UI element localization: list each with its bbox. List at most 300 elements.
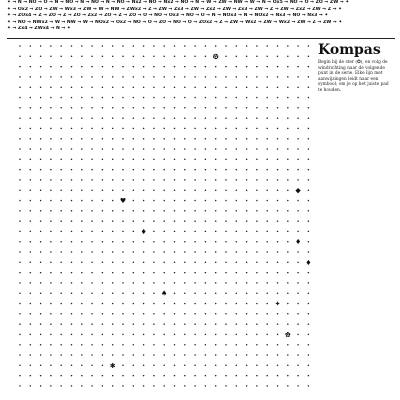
- grid-dot: [277, 365, 279, 367]
- grid-dot: [205, 56, 207, 58]
- grid-dot: [277, 66, 279, 68]
- grid-dot: [153, 66, 155, 68]
- grid-dot: [297, 159, 299, 161]
- grid-dot: [194, 200, 196, 202]
- grid-dot: [122, 241, 124, 243]
- grid-dot: [184, 179, 186, 181]
- grid-dot: [91, 107, 93, 109]
- grid-dot: [40, 200, 42, 202]
- grid-dot: [71, 313, 73, 315]
- grid-dot: [225, 344, 227, 346]
- grid-dot: [194, 128, 196, 129]
- grid-dot: [112, 292, 114, 294]
- grid-dot: [30, 45, 32, 47]
- grid-dot: [163, 128, 165, 129]
- grid-dot: [215, 128, 217, 129]
- grid-dot: [71, 375, 73, 377]
- grid-dot: [19, 86, 21, 88]
- grid-dot: [122, 76, 124, 78]
- grid-dot: [122, 334, 124, 336]
- grid-dot: [194, 292, 196, 294]
- grid-dot: [102, 189, 104, 191]
- grid-dot: [277, 45, 279, 47]
- page-title: Kompas: [318, 42, 381, 58]
- grid-dot: [236, 375, 238, 377]
- grid-dot: [133, 138, 135, 140]
- grid-dot: [205, 303, 207, 305]
- grid-dot: [50, 179, 52, 181]
- grid-dot: [143, 189, 145, 191]
- grid-dot: [256, 292, 258, 294]
- grid-dot: [133, 251, 135, 253]
- grid-dot: [19, 323, 21, 325]
- grid-dot: [246, 262, 248, 264]
- grid-dot: [205, 313, 207, 315]
- grid-dot: [297, 179, 299, 181]
- grid-dot: [287, 313, 289, 315]
- grid-dot: [246, 169, 248, 171]
- grid-dot: [215, 220, 217, 222]
- grid-dot: [30, 365, 32, 367]
- grid-dot: [287, 241, 289, 243]
- grid-dot: [60, 107, 62, 109]
- grid-dot: [60, 292, 62, 294]
- grid-dot: [174, 45, 176, 47]
- grid-dot: [122, 231, 124, 233]
- grid-dot: [256, 86, 258, 88]
- grid-dot: [50, 375, 52, 377]
- grid-dot: [112, 385, 114, 387]
- grid-dot: [122, 45, 124, 47]
- grid-dot: [184, 128, 186, 129]
- grid-dot: [19, 272, 21, 274]
- grid-dot: [287, 148, 289, 150]
- grid-dot: [143, 375, 145, 377]
- grid-dot: [50, 385, 52, 387]
- grid-dot: [153, 272, 155, 274]
- grid-dot: [194, 282, 196, 284]
- grid-dot: [91, 313, 93, 315]
- grid-dot: [287, 138, 289, 140]
- grid-dot: [50, 159, 52, 161]
- grid-dot: [133, 334, 135, 336]
- grid-dot: [163, 354, 165, 356]
- grid-dot: [81, 189, 83, 191]
- grid-dot: [19, 282, 21, 284]
- grid-dot: [91, 117, 93, 119]
- grid-dot: [122, 292, 124, 294]
- grid-dot: [163, 323, 165, 325]
- grid-dot: [174, 76, 176, 78]
- grid-dot: [184, 313, 186, 315]
- grid-dot: [266, 385, 268, 387]
- grid-dot: [205, 375, 207, 377]
- grid-dot: [19, 303, 21, 305]
- grid-dot: [256, 334, 258, 336]
- grid-dot: [81, 45, 83, 47]
- grid-dot: [122, 375, 124, 377]
- grid-dot: [71, 76, 73, 78]
- grid-dot: [71, 45, 73, 47]
- grid-dot: [266, 169, 268, 171]
- grid-dot: [30, 220, 32, 222]
- grid-dot: [205, 210, 207, 212]
- grid-dot: [30, 262, 32, 264]
- grid-dot: [287, 210, 289, 212]
- grid-dot: [60, 262, 62, 264]
- grid-dot: [174, 365, 176, 367]
- grid-dot: [30, 66, 32, 68]
- grid-dot: [277, 107, 279, 109]
- grid-dot: [50, 97, 52, 99]
- grid-dot: [287, 97, 289, 99]
- grid-dot: [81, 138, 83, 140]
- grid-dot: [163, 117, 165, 119]
- grid-dot: [287, 179, 289, 181]
- grid-dot: [163, 272, 165, 274]
- grid-dot: [287, 354, 289, 356]
- grid-dot: [40, 334, 42, 336]
- grid-dot: [277, 272, 279, 274]
- grid-dot: [287, 200, 289, 202]
- grid-dot: [153, 97, 155, 99]
- grid-dot: [133, 159, 135, 161]
- grid-dot: [102, 148, 104, 150]
- grid-dot: [60, 86, 62, 88]
- grid-dot: [246, 148, 248, 150]
- grid-dot: [297, 169, 299, 171]
- grid-dot: [215, 292, 217, 294]
- grid-dot: [112, 117, 114, 119]
- grid-dot: [308, 189, 310, 191]
- grid-dot: [225, 313, 227, 315]
- grid-dot: [256, 66, 258, 68]
- grid-dot: [297, 375, 299, 377]
- grid-dot: [50, 292, 52, 294]
- grid-dot: [50, 334, 52, 336]
- grid-dot: [133, 385, 135, 387]
- grid-dot: [163, 45, 165, 47]
- grid-dot: [287, 159, 289, 161]
- grid-dot: [143, 262, 145, 264]
- grid-dot: [102, 159, 104, 161]
- grid-dot: [174, 241, 176, 243]
- grid-dot: [102, 272, 104, 274]
- grid-dot: [194, 76, 196, 78]
- grid-dot: [256, 107, 258, 109]
- grid-dot: [287, 107, 289, 109]
- grid-dot: [133, 97, 135, 99]
- grid-dot: [40, 138, 42, 140]
- flower-symbol: ✿: [284, 330, 291, 339]
- grid-dot: [153, 251, 155, 253]
- grid-dot: [256, 375, 258, 377]
- grid-dot: [102, 117, 104, 119]
- grid-dot: [266, 159, 268, 161]
- instruction-line: ✦ → Zx4 → ZWx4 → N → ✦: [7, 26, 71, 32]
- grid-dot: [287, 344, 289, 346]
- grid-dot: [133, 107, 135, 109]
- grid-dot: [205, 272, 207, 274]
- grid-dot: [19, 220, 21, 222]
- grid-dot: [40, 241, 42, 243]
- grid-dot: [50, 231, 52, 233]
- grid-dot: [225, 282, 227, 284]
- grid-dot: [143, 66, 145, 68]
- spade-symbol: ♠: [161, 289, 168, 298]
- grid-dot: [50, 282, 52, 284]
- grid-dot: [143, 86, 145, 88]
- grid-dot: [277, 97, 279, 99]
- grid-dot: [112, 76, 114, 78]
- grid-dot: [40, 344, 42, 346]
- grid-dot: [71, 138, 73, 140]
- grid-dot: [163, 138, 165, 140]
- grid-dot: [225, 169, 227, 171]
- grid-dot: [266, 313, 268, 315]
- grid-dot: [308, 354, 310, 356]
- grid-dot: [205, 282, 207, 284]
- grid-dot: [153, 169, 155, 171]
- grid-dot: [30, 303, 32, 305]
- grid-dot: [91, 334, 93, 336]
- grid-dot: [50, 76, 52, 78]
- grid-dot: [205, 76, 207, 78]
- grid-dot: [308, 117, 310, 119]
- grid-dot: [287, 292, 289, 294]
- grid-dot: [246, 66, 248, 68]
- grid-dot: [81, 241, 83, 243]
- grid-dot: [143, 344, 145, 346]
- grid-dot: [246, 200, 248, 202]
- grid-dot: [153, 334, 155, 336]
- grid-dot: [153, 45, 155, 47]
- grid-dot: [50, 138, 52, 140]
- grid-dot: [30, 189, 32, 191]
- grid-dot: [122, 365, 124, 367]
- grid-dot: [205, 117, 207, 119]
- grid-dot: [91, 66, 93, 68]
- grid-dot: [30, 97, 32, 99]
- grid-dot: [297, 251, 299, 253]
- grid-dot: [122, 169, 124, 171]
- grid-dot: [50, 241, 52, 243]
- grid-dot: [277, 189, 279, 191]
- grid-dot: [60, 159, 62, 161]
- grid-dot: [236, 385, 238, 387]
- grid-dot: [266, 117, 268, 119]
- grid-dot: [277, 334, 279, 336]
- grid-dot: [225, 86, 227, 88]
- grid-dot: [50, 262, 52, 264]
- grid-dot: [256, 128, 258, 129]
- grid-dot: [91, 200, 93, 202]
- grid-dot: [60, 365, 62, 367]
- grid-dot: [225, 220, 227, 222]
- grid-dot: [102, 220, 104, 222]
- grid-dot: [60, 210, 62, 212]
- grid-dot: [102, 354, 104, 356]
- grid-dot: [60, 385, 62, 387]
- grid-dot: [81, 66, 83, 68]
- grid-dot: [266, 375, 268, 377]
- grid-dot: [71, 241, 73, 243]
- grid-dot: [287, 128, 289, 129]
- grid-dot: [40, 148, 42, 150]
- grid-dot: [91, 303, 93, 305]
- grid-dot: [71, 282, 73, 284]
- grid-dot: [236, 231, 238, 233]
- grid-dot: [194, 117, 196, 119]
- grid-dot: [194, 323, 196, 325]
- grid-dot: [19, 128, 21, 129]
- grid-dot: [194, 344, 196, 346]
- grid-dot: [246, 97, 248, 99]
- grid-dot: [102, 231, 104, 233]
- grid-dot: [246, 189, 248, 191]
- grid-dot: [153, 138, 155, 140]
- grid-dot: [205, 45, 207, 47]
- grid-dot: [246, 375, 248, 377]
- grid-dot: [30, 241, 32, 243]
- grid-dot: [205, 169, 207, 171]
- grid-dot: [205, 220, 207, 222]
- grid-dot: [297, 292, 299, 294]
- grid-dot: [184, 66, 186, 68]
- grid-dot: [184, 189, 186, 191]
- grid-dot: [287, 45, 289, 47]
- grid-dot: [205, 138, 207, 140]
- grid-dot: [71, 262, 73, 264]
- diamond-symbol: ◆: [295, 186, 301, 195]
- grid-dot: [297, 385, 299, 387]
- grid-dot: [215, 66, 217, 68]
- grid-dot: [40, 189, 42, 191]
- grid-dot: [277, 220, 279, 222]
- grid-dot: [19, 169, 21, 171]
- grid-dot: [60, 282, 62, 284]
- grid-dot: [71, 354, 73, 356]
- grid-dot: [184, 303, 186, 305]
- grid-dot: [71, 344, 73, 346]
- grid-dot: [205, 159, 207, 161]
- grid-dot: [246, 159, 248, 161]
- grid-dot: [246, 220, 248, 222]
- grid-dot: [215, 262, 217, 264]
- grid-dot: [19, 107, 21, 109]
- grid-dot: [163, 375, 165, 377]
- grid-dot: [153, 303, 155, 305]
- grid-dot: [50, 323, 52, 325]
- grid-dot: [102, 323, 104, 325]
- grid-dot: [112, 107, 114, 109]
- grid-dot: [81, 292, 83, 294]
- grid-dot: [19, 159, 21, 161]
- grid-dot: [256, 385, 258, 387]
- grid-dot: [174, 210, 176, 212]
- grid-dot: [256, 179, 258, 181]
- grid-dot: [205, 66, 207, 68]
- grid-dot: [91, 210, 93, 212]
- club-symbol: ✦: [274, 300, 281, 308]
- grid-dot: [205, 107, 207, 109]
- grid-dot: [215, 323, 217, 325]
- grid-dot: [91, 251, 93, 253]
- grid-dot: [50, 272, 52, 274]
- grid-dot: [266, 323, 268, 325]
- grid-dot: [266, 292, 268, 294]
- grid-dot: [287, 365, 289, 367]
- grid-dot: [81, 56, 83, 58]
- grid-dot: [81, 272, 83, 274]
- grid-dot: [174, 189, 176, 191]
- grid-dot: [50, 128, 52, 129]
- grid-dot: [71, 231, 73, 233]
- grid-dot: [256, 282, 258, 284]
- grid-dot: [133, 210, 135, 212]
- grid-dot: [287, 76, 289, 78]
- grid-dot: [30, 200, 32, 202]
- grid-dot: [91, 128, 93, 129]
- grid-dot: [133, 66, 135, 68]
- grid-dot: [194, 251, 196, 253]
- grid-dot: [215, 210, 217, 212]
- grid-dot: [194, 159, 196, 161]
- grid-dot: [194, 189, 196, 191]
- grid-dot: [174, 86, 176, 88]
- grid-dot: [112, 66, 114, 68]
- grid-dot: [19, 138, 21, 140]
- grid-dot: [287, 251, 289, 253]
- grid-dot: [236, 97, 238, 99]
- grid-dot: [308, 272, 310, 274]
- grid-dot: [91, 241, 93, 243]
- grid-dot: [277, 179, 279, 181]
- grid-dot: [112, 148, 114, 150]
- grid-dot: [308, 169, 310, 171]
- grid-dot: [81, 385, 83, 387]
- grid-dot: [297, 45, 299, 47]
- grid-dot: [71, 303, 73, 305]
- grid-dot: [225, 97, 227, 99]
- grid-dot: [163, 251, 165, 253]
- grid-dot: [266, 210, 268, 212]
- grid-dot: [277, 200, 279, 202]
- grid-dot: [102, 128, 104, 129]
- grid-dot: [236, 86, 238, 88]
- grid-dot: [91, 385, 93, 387]
- grid-dot: [308, 323, 310, 325]
- grid-dot: [60, 323, 62, 325]
- grid-dot: [133, 128, 135, 129]
- grid-dot: [153, 375, 155, 377]
- grid-dot: [277, 354, 279, 356]
- grid-dot: [277, 128, 279, 129]
- grid-dot: [143, 354, 145, 356]
- grid-dot: [30, 56, 32, 58]
- grid-dot: [40, 169, 42, 171]
- grid-dot: [19, 365, 21, 367]
- grid-dot: [308, 210, 310, 212]
- grid-dot: [81, 375, 83, 377]
- grid-dot: [133, 292, 135, 294]
- grid-dot: [246, 385, 248, 387]
- grid-dot: [153, 210, 155, 212]
- grid-dot: [194, 56, 196, 58]
- grid-dot: [60, 354, 62, 356]
- grid-dot: [163, 66, 165, 68]
- grid-dot: [266, 56, 268, 58]
